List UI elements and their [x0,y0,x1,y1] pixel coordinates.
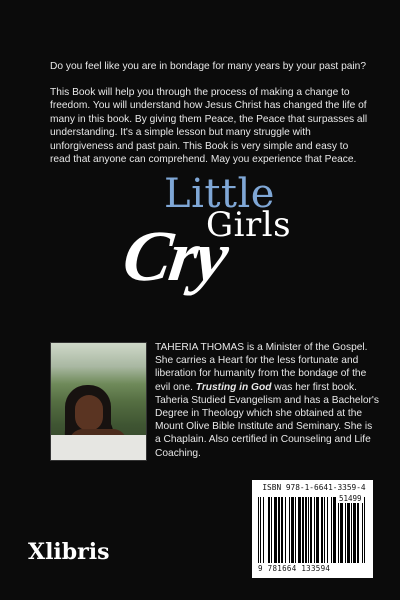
intro-blurb: This Book will help you through the process of making a change to freedom. You will understand how Jesus Christ has changed the life of many in this book. By giving them Peace, the Peace that surpasses all understanding. It's a simple lesson but many struggle with unforgiveness and past pain. This Book is very simple and easy to read that anyone can comprehend. May you experience that Peace. [50,87,368,166]
author-photo-shirt [51,435,146,460]
author-bio-text-1: TAHERIA THOMAS is a Minister of the Gospel. She carries a Heart for the less fortunate and liberation for humanity from the bondage of the evil one. [155,342,368,393]
isbn-label: ISBN 978-1-6641-3359-4 [262,483,366,492]
barcode-panel [252,480,373,578]
title-word-little: Little [164,171,275,217]
author-bio-book-title: Trusting in God [195,381,272,393]
price-code: 51499 [339,494,362,503]
ean-number: 9 781664 133594 [258,564,331,573]
publisher-logo: Xlibris [28,539,110,565]
title-word-cry: Cry [118,216,232,296]
author-bio [155,341,380,460]
author-bio-text-2: was her first book. Taheria Studied Evangelism and has a Bachelor's Degree in Theology which she obtained at the Mount Olive Bible Institute and Seminary. She is a Chaplain. Also certified in Counseling and Life Coaching. [155,381,379,459]
intro-question: Do you feel like you are in bondage for many years by your past pain? [50,61,366,72]
author-photo-face [75,395,103,431]
book-title-logo [110,170,310,310]
barcode-stripe [365,497,367,563]
author-photo [50,342,147,461]
barcode-bars [258,497,367,563]
title-word-girls: Girls [206,205,292,245]
